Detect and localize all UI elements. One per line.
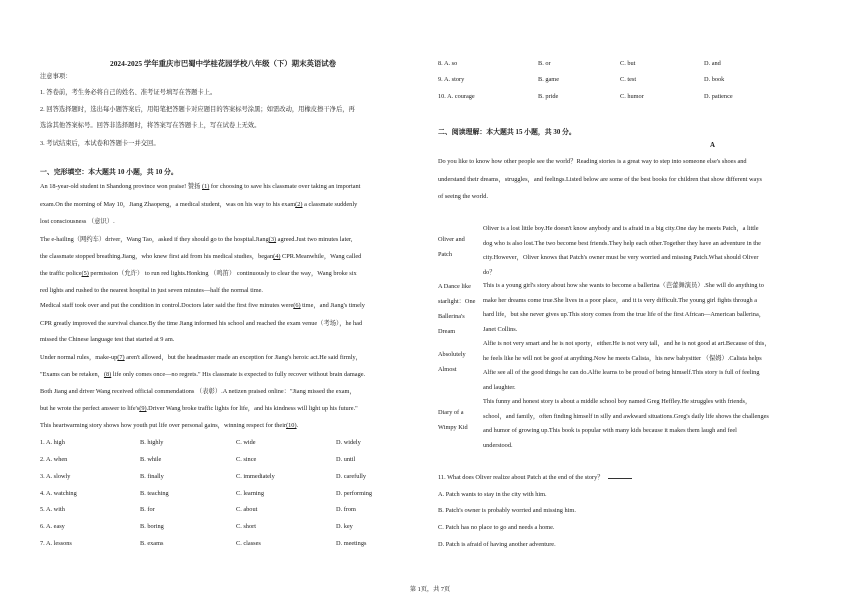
book-description-line: hard life，but she never gives up.This story comes from the true life of the first African—American ballerina， bbox=[483, 311, 766, 318]
book-description-line: city.However，Oliver knows that Patch's owner must be very worried and missing Patch.What should Oliver bbox=[483, 254, 759, 261]
choice-option: B. teaching bbox=[140, 490, 169, 497]
choice-option: D. key bbox=[336, 523, 353, 530]
choice-option: C. humor bbox=[620, 93, 644, 100]
choice-option: 6. A. easy bbox=[40, 523, 65, 530]
passage-text: agreed.Just two minutes later, bbox=[276, 236, 353, 243]
passage-line bbox=[40, 302, 365, 310]
choice-option: B. or bbox=[538, 60, 551, 67]
passage-text: This heartwarming story shows how youth put life over personal gains，winning respect for their bbox=[40, 422, 287, 429]
book-title-line: Almost bbox=[438, 366, 457, 373]
passage-line bbox=[40, 371, 365, 379]
book-description-line: Alfie see all of the good things he can do.Alfie learns to be proud of being himself.This story is full of feeling bbox=[483, 369, 760, 376]
choice-option: D. patience bbox=[704, 93, 733, 100]
intro-line: of seeing the world. bbox=[438, 193, 489, 200]
passage-line bbox=[40, 270, 357, 278]
choice-option: C. short bbox=[236, 523, 256, 530]
book-description-line: This is a young girl's story about how she wants to become a ballerina（芭蕾舞演员）.She will do anything to bbox=[483, 282, 764, 289]
passage-text: the classmate stopped breathing.Jiang，who knew first aid from his medical studies，began bbox=[40, 253, 274, 260]
book-description bbox=[483, 222, 823, 280]
choice-option: B. exams bbox=[140, 540, 164, 547]
passage-text: The e-hailing（网约车）driver，Wang Tao，asked if they should go to the hospital.Jiang bbox=[40, 236, 269, 243]
passage-text: but he wrote the perfect answer to life's bbox=[40, 405, 140, 412]
passage-line bbox=[40, 236, 352, 244]
passage-text: Both Jiang and driver Wang received official commendations （表彰）.A netizen praised online："Jiang missed the exam， bbox=[40, 388, 356, 395]
question-11 bbox=[438, 474, 632, 482]
passage-text: "Exams can be retaken， bbox=[40, 371, 104, 378]
passage-text: exam.On the morning of May 10，Jiang Zhaopeng，a medical student，was on his way to his exam bbox=[40, 201, 296, 208]
choice-option: C. about bbox=[236, 506, 258, 513]
book-title bbox=[438, 232, 482, 262]
choice-option: 7. A. lessons bbox=[40, 540, 72, 547]
choice-option: D. and bbox=[704, 60, 721, 67]
passage-line bbox=[40, 336, 174, 344]
answer-blank bbox=[608, 478, 632, 479]
book-description-line: Oliver is a lost little boy.He doesn't know anybody and is afraid in a big city.One day he meets Patch，a little bbox=[483, 225, 759, 232]
passage-text: aren't allowed，but the headmaster made an exception for Jiang's heroic act.He said firmly， bbox=[124, 354, 362, 361]
passage-text: life only comes once—no regrets." His classmate is expected to fully recover without brain damage. bbox=[111, 371, 366, 378]
passage-line bbox=[40, 405, 358, 413]
choice-option: B. game bbox=[538, 76, 559, 83]
book-description-line: do？ bbox=[483, 268, 496, 276]
blank-number: (4) bbox=[273, 253, 281, 260]
choice-option: D. until bbox=[336, 456, 356, 463]
choice-option: 4. A. watching bbox=[40, 490, 77, 497]
choice-option: D. widely bbox=[336, 439, 361, 446]
choice-option: C. immediately bbox=[236, 473, 275, 480]
section1-heading: 一、完形填空：本大题共 10 小题，共 10 分。 bbox=[40, 169, 178, 176]
choice-option: B. for bbox=[140, 506, 155, 513]
choice-option: B. finally bbox=[140, 473, 164, 480]
passage-text: missed the Chinese language test that started at 9 am. bbox=[40, 336, 175, 343]
blank-number: (6) bbox=[293, 302, 301, 309]
choice-option: C. learning bbox=[236, 490, 264, 497]
blank-number: (5) bbox=[81, 270, 89, 277]
intro-line: Do you like to know how other people see the world？Reading stories is a great way to step into someone else's shoes and bbox=[438, 158, 747, 165]
option-c: C. Patch has no place to go and needs a home. bbox=[438, 524, 555, 531]
choice-option: 8. A. so bbox=[438, 60, 458, 67]
book-description bbox=[483, 395, 823, 453]
choice-option: C. test bbox=[620, 76, 637, 83]
book-description-line: understood. bbox=[483, 441, 513, 449]
choice-option: B. boring bbox=[140, 523, 164, 530]
choice-option: D. book bbox=[704, 76, 725, 83]
passage-text: CPR greatly improved the survival chance.By the time Jiang informed his school and reached the exam venue（考场），he had bbox=[40, 320, 363, 327]
choice-option: 1. A. high bbox=[40, 439, 65, 446]
book-description-line: Alfie is not very smart and he is not sporty，either.He is not very tall，and he is not good at art.Because of this， bbox=[483, 340, 771, 347]
passage-line bbox=[40, 320, 362, 328]
book-description bbox=[483, 337, 823, 395]
choice-option: 3. A. slowly bbox=[40, 473, 71, 480]
choice-option: B. pride bbox=[538, 93, 559, 100]
passage-text: time，and Jiang's timely bbox=[300, 302, 365, 309]
choice-option: 5. A. with bbox=[40, 506, 65, 513]
choice-option: D. performing bbox=[336, 490, 373, 497]
passage-text: Medical staff took over and put the condition in control.Doctors later said the first five minutes were bbox=[40, 302, 294, 309]
exam-title: 2024-2025 学年重庆市巴蜀中学桂花园学校八年级（下）期末英语试卷 bbox=[110, 59, 337, 68]
page-footer: 第 1页，共 7页 bbox=[409, 586, 451, 593]
book-description bbox=[483, 279, 823, 337]
book-description-line: and laughter. bbox=[483, 383, 516, 391]
passage-line bbox=[40, 183, 360, 191]
blank-number: (8) bbox=[103, 371, 112, 378]
passage-text: permission（允许） to run red lights.Honking （鸣笛） continuously to clear the way，Wang broke six bbox=[88, 270, 357, 277]
passage-text: for choosing to save his classmate over taking an important bbox=[209, 183, 361, 190]
choice-option: 2. A. when bbox=[40, 456, 68, 463]
blank-number: (2) bbox=[295, 201, 303, 208]
notice-heading: 注意事项： bbox=[40, 73, 72, 80]
book-title-line: Dream bbox=[438, 328, 456, 335]
passage-text: red lights and rushed to the nearest hospital in just seven minutes—half the normal time. bbox=[40, 287, 263, 294]
option-a: A. Patch wants to stay in the city with him. bbox=[438, 491, 547, 498]
passage-label: A bbox=[710, 142, 715, 149]
passage-line bbox=[40, 388, 356, 396]
book-title-line: Oliver and bbox=[438, 236, 465, 243]
book-title bbox=[438, 405, 482, 435]
option-d: D. Patch is afraid of having another adventure. bbox=[438, 541, 556, 548]
choice-option: B. while bbox=[140, 456, 162, 463]
blank-number: (1) bbox=[202, 183, 210, 190]
blank-number: (10) bbox=[286, 422, 297, 429]
book-title-line: starlight：One bbox=[438, 298, 476, 305]
book-description-line: dog who is also lost.The two become best friends.They help each other.Together they have an adventure in the bbox=[483, 239, 761, 247]
passage-line bbox=[40, 201, 357, 209]
book-description-line: school，and family，often finding himself in silly and awkward situations.Greg's daily life shows the challenges bbox=[483, 412, 769, 420]
notice-item: 1. 答卷前，考生务必将自己的姓名、准考证号填写在答题卡上。 bbox=[40, 89, 217, 96]
choice-option: D. carefully bbox=[336, 473, 367, 480]
book-title bbox=[438, 279, 482, 339]
book-title-line: A Dance like bbox=[438, 283, 471, 290]
passage-line bbox=[40, 218, 115, 226]
passage-line bbox=[40, 422, 298, 430]
notice-item: 2. 回答选择题时，选出每小题答案后，用铅笔把答题卡对应题目的答案标号涂黑；如需改动，用橡皮擦干净后，再 bbox=[40, 106, 355, 113]
passage-text: a classmate suddenly bbox=[302, 201, 358, 208]
book-title-line: Wimpy Kid bbox=[438, 424, 468, 431]
book-title-line: Ballerina's bbox=[438, 313, 465, 320]
book-title-line: Diary of a bbox=[438, 409, 464, 416]
book-title-line: Patch bbox=[438, 251, 452, 258]
blank-number: (3) bbox=[268, 236, 277, 243]
choice-option: 9. A. story bbox=[438, 76, 465, 83]
blank-number: (7) bbox=[117, 354, 125, 361]
passage-text: the traffic police bbox=[40, 270, 82, 277]
book-description-line: This funny and honest story is about a middle school boy named Greg Heffley.He struggles with friends， bbox=[483, 398, 752, 405]
book-description-line: he feels like he will not be goof at anything.Now he meets Calista，his new babysitter （保姆）.Calista helps bbox=[483, 354, 762, 362]
book-description-line: and humor of growing up.This book is popular with many kids because it makes them laugh and feel bbox=[483, 427, 737, 434]
passage-text: CPR.Meanwhile，Wang called bbox=[280, 253, 362, 260]
passage-text: An 18-year-old student in Shandong province won praise! 赞扬 bbox=[40, 183, 202, 190]
choice-option: C. classes bbox=[236, 540, 261, 547]
choice-option: D. from bbox=[336, 506, 356, 513]
notice-item: 选涂其他答案标号。回答非选择题时，将答案写在答题卡上，写在试卷上无效。 bbox=[40, 122, 261, 129]
intro-line: understand their dreams，struggles，and feelings.Listed below are some of the best books for children that show different ways bbox=[438, 176, 762, 183]
choice-option: C. since bbox=[236, 456, 257, 463]
passage-line bbox=[40, 253, 361, 261]
section2-heading: 二、阅读理解：本大题共 15 小题，共 30 分。 bbox=[438, 129, 576, 136]
passage-text: lost consciousness （意识）. bbox=[40, 218, 115, 225]
choice-option: 10. A. courage bbox=[438, 93, 475, 100]
book-description-line: Janet Collins. bbox=[483, 325, 518, 333]
choice-option: D. meetings bbox=[336, 540, 367, 547]
passage-text: . bbox=[296, 422, 299, 429]
passage-line bbox=[40, 287, 263, 295]
passage-text: Under normal rules，make-up bbox=[40, 354, 118, 361]
option-b: B. Patch's owner is probably worried and missing him. bbox=[438, 507, 576, 514]
choice-option: C. wide bbox=[236, 439, 256, 446]
question-text: 11. What does Oliver realize about Patch at the end of the story？ bbox=[438, 474, 604, 481]
passage-line bbox=[40, 354, 362, 362]
book-title-line: Absolutely bbox=[438, 351, 466, 358]
choice-option: B. highly bbox=[140, 439, 164, 446]
blank-number: (9) bbox=[139, 405, 147, 412]
book-title bbox=[438, 347, 482, 377]
passage-text: .Driver Wang broke traffic lights for life，and his kindness will light up his future." bbox=[146, 405, 358, 412]
book-description-line: make her dreams come true.She lives in a poor place，and it is very difficult.The young girl fights through a bbox=[483, 296, 758, 304]
notice-item: 3. 考试结束后，本试卷和答题卡一并交回。 bbox=[40, 140, 160, 147]
choice-option: C. but bbox=[620, 60, 636, 67]
